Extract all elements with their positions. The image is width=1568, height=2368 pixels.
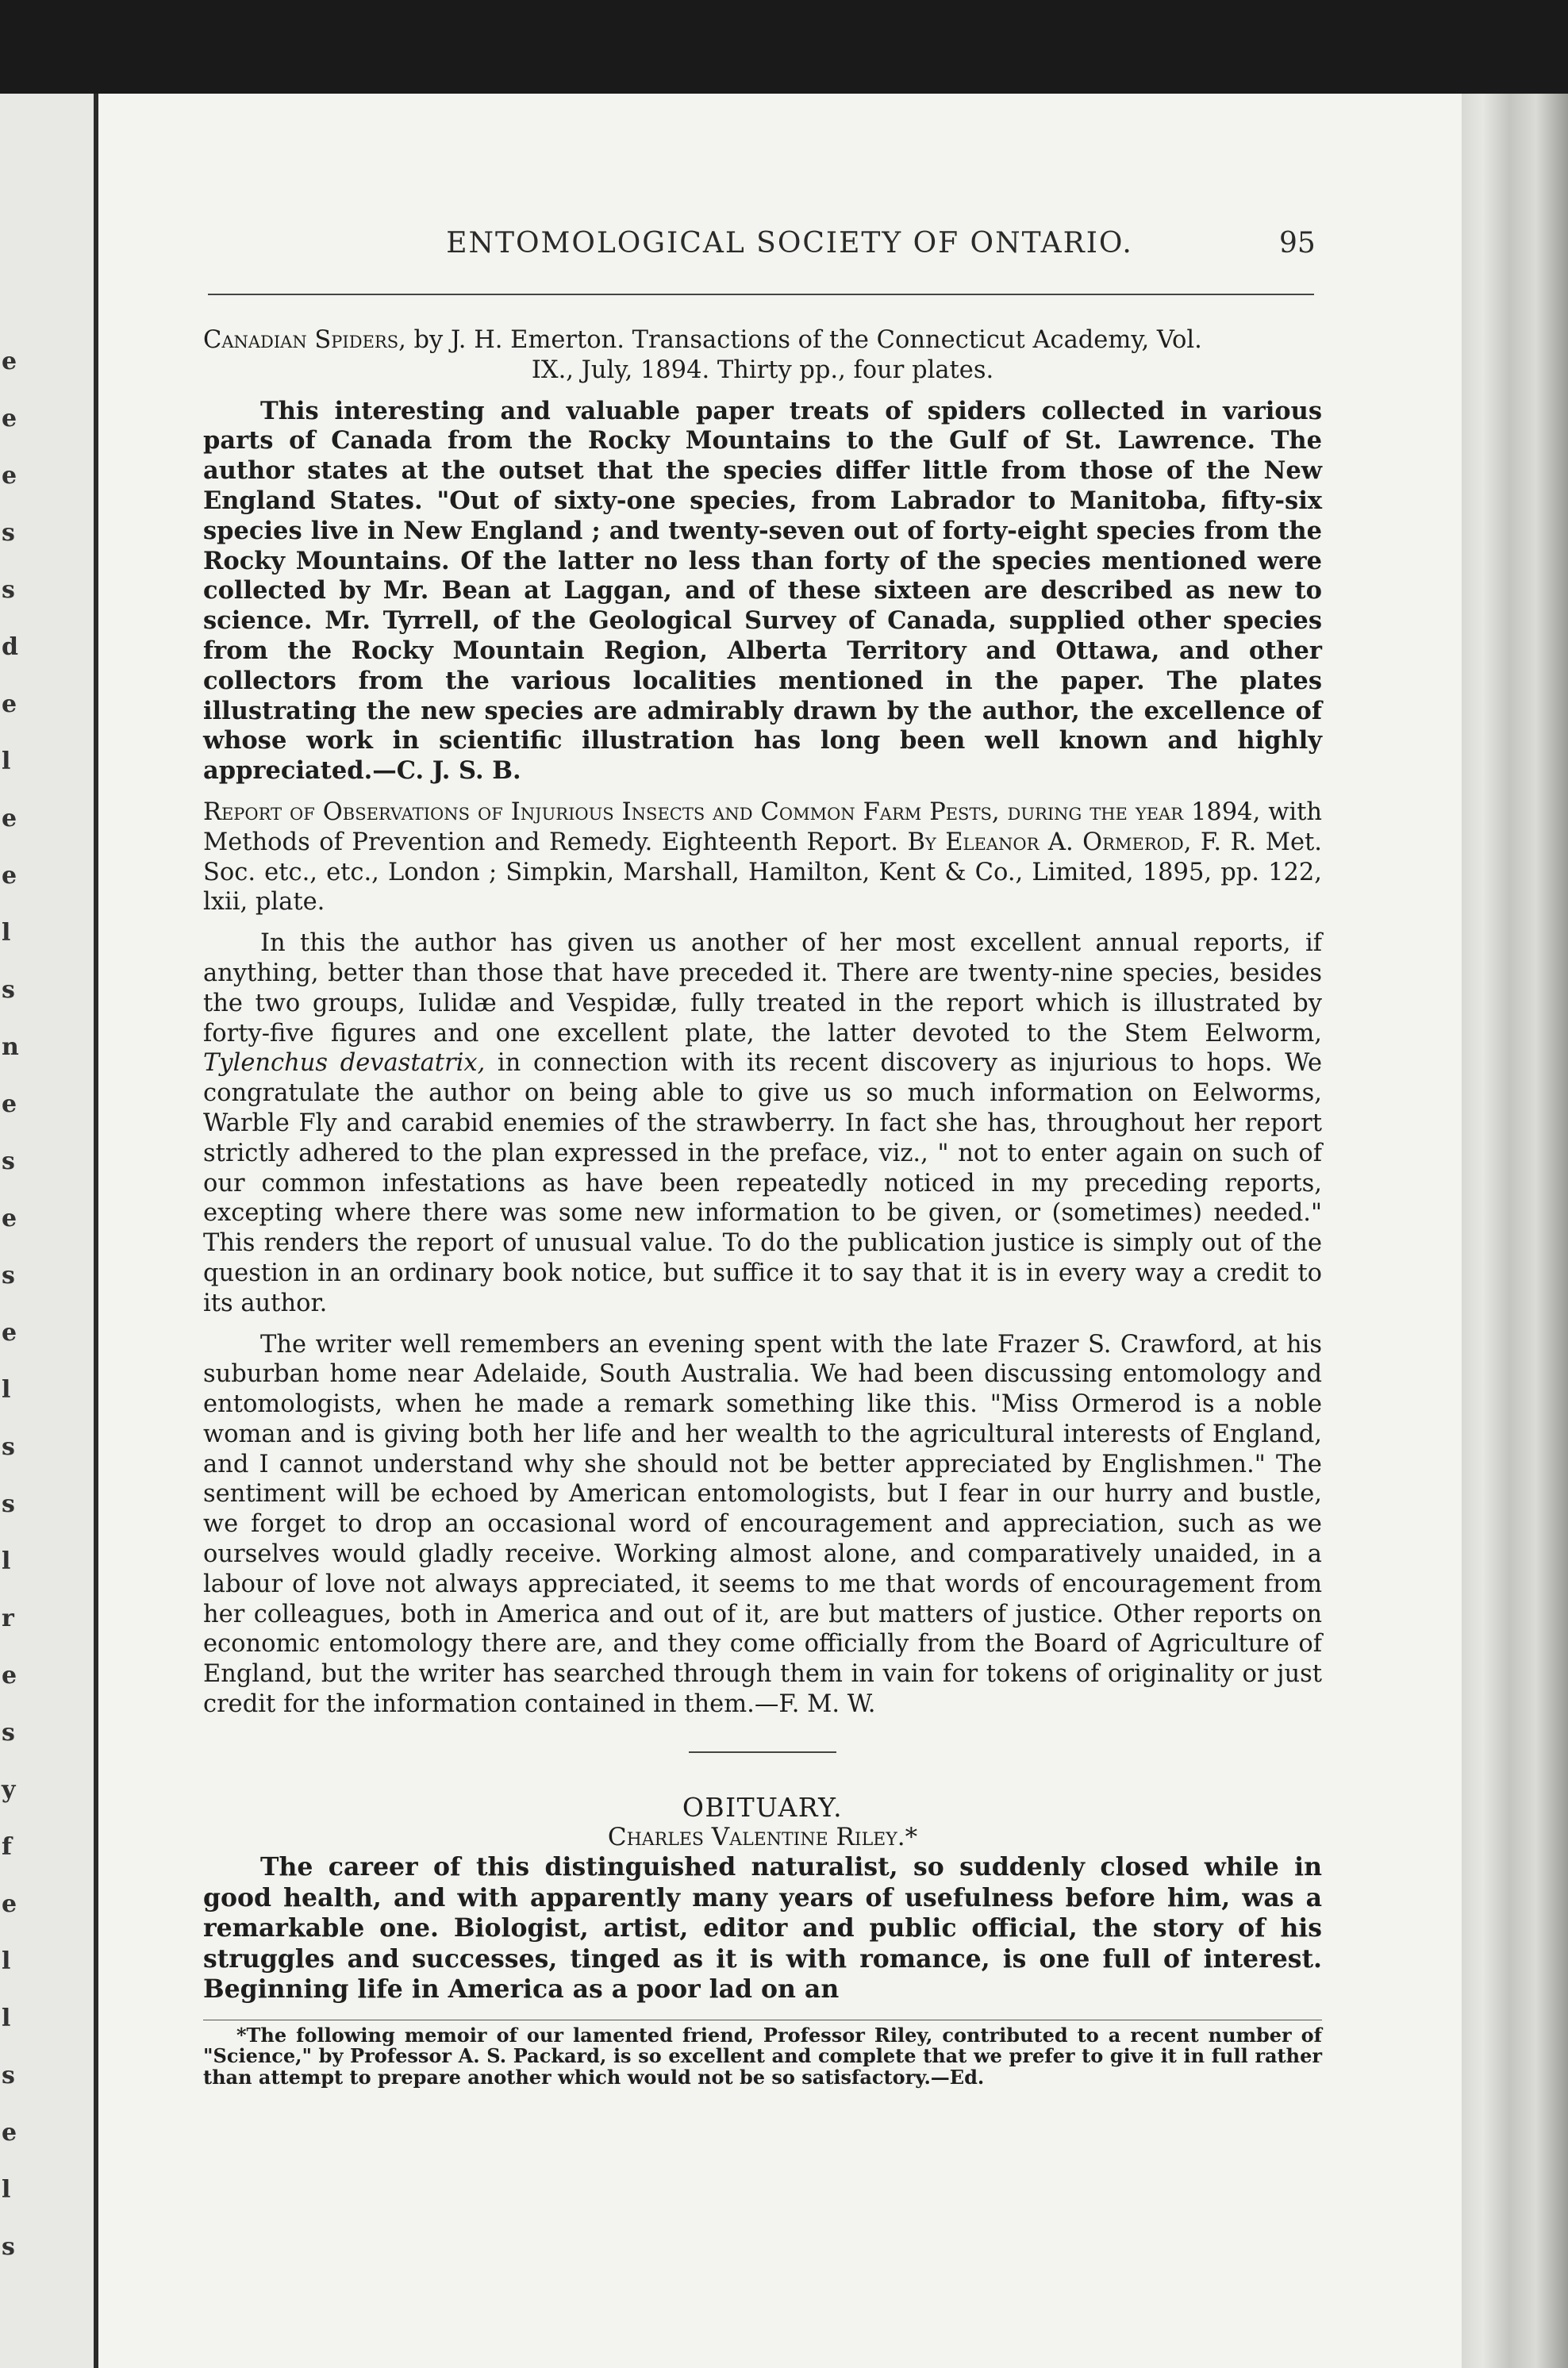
review-2-para1-start: In this the author has given us another of her most excellent annual reports, if anything, better than those that have preceded it. There are twenty-nine species, besides the two groups, Iulidæ and Vespidæ, fully treated in the report which is illustrated by forty-five figures and one excellent plate, the latter devoted to the Stem Eelworm, xyxy=(203,929,1322,1048)
species-name: Tylenchus devastatrix, xyxy=(203,1049,486,1078)
review-1-citation-line2: IX., July, 1894. Thirty pp., four plates. xyxy=(531,356,994,384)
facing-page-letter: l xyxy=(2,1947,11,1975)
review-2-para1-end: in connection with its recent discovery as injurious to hops. We congratulate the author on being able to give us so much information on Eelworms, Warble Fly and carabid enemies of the strawberry. In fact she has, throughout her report strictly adhered to the plan expressed in the preface, viz., " not to enter again on such of our common infestations as have been repeatedly noticed in my preceding reports, excepting where there was some new information to be given, or (sometimes) needed." This renders the report of unusual value. To do the publication justice is simply out of the question in an ordinary book notice, but suffice it to say that it is in every way a credit to its author. xyxy=(203,1049,1322,1317)
obituary-body: The career of this distinguished naturalist, so suddenly closed while in good health, and with apparently many years of usefulness before him, was a remarkable one. Biologist, artist, editor and public official, the story of his struggles and successes, tinged as it is with romance, is one full of interest. Beginning life in America as a poor lad on an xyxy=(203,1852,1322,2005)
review-2-paragraph-2: The writer well remembers an evening spent with the late Frazer S. Crawford, at his suburban home near Adelaide, South Australia. We had been discussing entomology and entomologists, when he made a remark something like this. "Miss Ormerod is a noble woman and is giving both her life and her wealth to the agricultural interests of England, and I cannot understand why she should not be better appreciated by Englishmen." The sentiment will be echoed by American entomologists, but I fear in our hurry and bustle, we forget to drop an occasional word of encouragement and appreciation, such as we ourselves would gladly receive. Working almost alone, and comparatively unaided, in a labour of love not always appreciated, it seems to me that words of encouragement from her colleagues, both in America and out of it, are but matters of justice. Other reports on economic entomology there are, and they come officially from the Board of Agriculture of England, but the writer has searched through them in vain for tokens of originality or just credit for the information contained in them.—F. M. W. xyxy=(203,1330,1322,1719)
facing-page-letter: e xyxy=(2,862,17,890)
obituary-subject: Charles Valentine Riley.* xyxy=(607,1822,918,1851)
facing-page-letter: e xyxy=(2,690,17,718)
facing-page-letter: l xyxy=(2,919,11,947)
facing-page-letter: e xyxy=(2,1662,17,1690)
page-edge-stack xyxy=(1462,94,1568,2368)
facing-page xyxy=(0,94,94,2368)
facing-page-letter: e xyxy=(2,1890,17,1918)
facing-page-letter: e xyxy=(2,1319,17,1347)
facing-page-letter: s xyxy=(2,576,15,604)
facing-page-letter: s xyxy=(2,976,15,1004)
facing-page-letter: l xyxy=(2,2005,11,2032)
facing-page-letter: s xyxy=(2,1147,15,1175)
facing-page-letter: d xyxy=(2,633,18,661)
facing-page-letter: e xyxy=(2,1205,17,1232)
section-divider xyxy=(689,1751,836,1753)
facing-page-letter: e xyxy=(2,405,17,432)
facing-page-letter: e xyxy=(2,348,17,375)
facing-page-letter: l xyxy=(2,748,11,775)
review-2-author: By Eleanor A. Ormerod, xyxy=(907,828,1192,856)
review-1-title: Canadian Spiders, xyxy=(203,326,406,354)
facing-page-letter: e xyxy=(2,1090,17,1118)
page-number: 95 xyxy=(1279,227,1316,259)
facing-page-letter: e xyxy=(2,462,17,490)
facing-page-letter: n xyxy=(2,1033,19,1061)
facing-page-letter: s xyxy=(2,1262,15,1290)
review-1-citation-rest: by J. H. Emerton. Transactions of the Connecticut Academy, Vol. xyxy=(405,326,1202,354)
facing-page-letter: f xyxy=(2,1833,12,1861)
header-rule xyxy=(208,294,1314,295)
facing-page-letter: s xyxy=(2,519,15,547)
facing-page-letter: l xyxy=(2,2176,11,2204)
facing-page-letter: s xyxy=(2,1719,15,1747)
facing-page-letter: e xyxy=(2,805,17,832)
facing-page-letter: e xyxy=(2,2119,17,2147)
review-2-title: Report of Observations of Injurious Insects and Common Farm Pests, during the year xyxy=(203,798,1184,826)
facing-page-letter: l xyxy=(2,1547,11,1575)
review-1-body: This interesting and valuable paper treats of spiders collected in various parts of Canada from the Rocky Mountains to the Gulf of St. Lawrence. The author states at the outset that the species differ little from those of the New England States. "Out of sixty-one species, from Labrador to Manitoba, fifty-six species live in New England ; and twenty-seven out of forty-eight species from the Rocky Mountains. Of the latter no less than forty of the species mentioned were collected by Mr. Bean at Laggan, and of these sixteen are described as new to science. Mr. Tyrrell, of the Geological Survey of Canada, supplied other species from the Rocky Mountain Region, Alberta Territory and Ottawa, and other collectors from the various localities mentioned in the paper. The plates illustrating the new species are admirably drawn by the author, the excellence of whose work in scientific illustration has long been well known and highly appreciated.—C. J. S. B. xyxy=(203,396,1322,786)
review-2-paragraph-1 xyxy=(203,928,1322,1318)
review-2-citation-mid: 1894, with Methods of Prevention and Remedy. Eighteenth Report. xyxy=(203,798,1322,856)
facing-page-letter: s xyxy=(2,2062,15,2089)
running-head: ENTOMOLOGICAL SOCIETY OF ONTARIO. xyxy=(446,227,1133,259)
obituary-title: OBITUARY. xyxy=(682,1791,844,1823)
page-content xyxy=(203,325,1322,2088)
facing-page-letter: y xyxy=(2,1776,16,1804)
facing-page-letter: l xyxy=(2,1376,11,1404)
facing-page-letter: r xyxy=(2,1605,14,1632)
facing-page-letter: s xyxy=(2,1433,15,1461)
review-1-citation xyxy=(203,325,1322,386)
review-2-citation-end: F. R. Met. Soc. etc., etc., London ; Simpkin, Marshall, Hamilton, Kent & Co., Limited, 1895, pp. 122, lxii, plate. xyxy=(203,828,1322,917)
facing-page-letter: s xyxy=(2,1490,15,1518)
facing-page-letter: s xyxy=(2,2233,15,2261)
review-2-citation xyxy=(203,798,1322,917)
footnote: *The following memoir of our lamented friend, Professor Riley, contributed to a recent number of "Science," by Professor A. S. Packard, is so excellent and complete that we prefer to give it in full rather than attempt to prepare another which would not be so satisfactory.—Ed. xyxy=(203,2023,1322,2089)
